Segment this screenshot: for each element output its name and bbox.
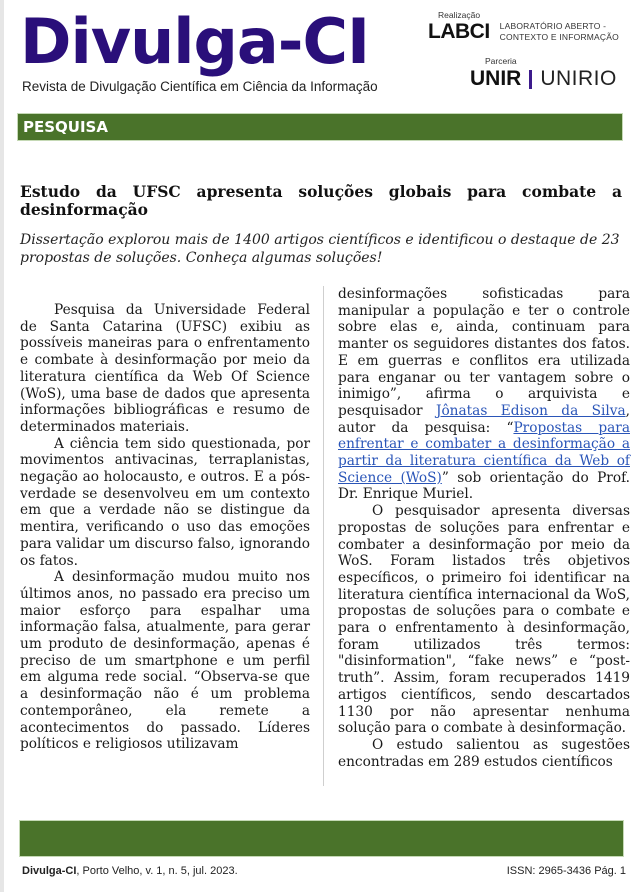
paragraph [338,286,630,503]
thesis-link[interactable]: Propostas para enfrentar e combater a desinformação a partir da literatura científica da Web of Science (WoS) [338,419,630,486]
paragraph-text: desinformações sofisticadas para manipular a população e ter o controle sobre elas e, ainda, continuam para manter os seguidores distantes dos fatos. E em guerras e conflitos era utilizada para enganar ou ter vantagem sobre o inimigo”, afirma o arquivista e pesquisador [338,286,630,419]
credits-block [428,10,633,91]
footer-issn-page: ISSN: 2965-3436 Pág. 1 [506,865,626,877]
footer-citation [22,865,238,877]
partner-unir: UNIR [470,67,522,90]
article-subtitle: Dissertação explorou mais de 1400 artigos científicos e identificou o destaque de 23 propostas de soluções. Conheça algumas soluções! [20,232,620,266]
footer-journal: Divulga-CI [22,865,77,877]
labci-desc-line2: CONTEXTO E INFORMAÇÃO [499,32,619,42]
column-divider [323,286,324,786]
section-label: PESQUISA [23,118,108,136]
paragraph-text: ” sob orientação do Prof. Dr. Enrique Muriel. [338,469,631,503]
article-title: Estudo da UFSC apresenta soluções globais para combate a desinformação [20,182,622,219]
journal-logo: Divulga-CI [20,5,370,78]
author-link[interactable]: Jônatas Edison da Silva [435,402,626,419]
labci-desc-line1: LABORATÓRIO ABERTO - [499,21,607,31]
partner-unirio: UNIRIO [540,67,617,90]
page-edge [0,0,4,892]
article-column-right [338,286,630,770]
paragraph: A ciência tem sido questionada, por movimentos antivacinas, terraplanistas, negação ao holocausto, e outros. E a pós-verdade se desenvolveu em um contexto em que a verdade não se distingue da mentira, verificando o uso das emoções para validar um discurso falso, ignorando os fatos. [20,435,310,569]
realizacao-label: Realização [438,10,481,20]
article-column-left [20,302,310,753]
paragraph: A desinformação mudou muito nos últimos anos, no passado era preciso um maior esforço para espalhar uma informação falsa, atualmente, para gerar um produto de desinformação, apenas é preciso de um smartphone e um perfil em alguma rede social. “Observa-se que a desinformação não é um problema contemporâneo, ela remete a acontecimentos do passado. Líderes políticos e religiosos utilizavam [20,569,310,753]
masthead [20,6,378,94]
partner-separator [529,70,532,89]
labci-name: LABCI [428,20,490,43]
journal-tagline: Revista de Divulgação Científica em Ciência da Informação [22,79,378,94]
paragraph: O pesquisador apresenta diversas propostas de soluções para enfrentar e combater a desinformação por meio da WoS. Foram listados três objetivos específicos, o primeiro foi identificar na literatura científica internacional da WoS, propostas de soluções para o combate e para o enfrentamento à desinformação, foram utilizados três termos: "disinformation", “fake news” e “post-truth”. Assim, foram recuperados 1419 artigos científicos, sendo descartados 1130 por não apresentar nenhuma solução para o combate à desinformação. [338,503,630,737]
footer-citation-text: , Porto Velho, v. 1, n. 5, jul. 2023. [76,865,238,877]
section-banner [17,113,623,141]
footer-bar [19,820,624,857]
paragraph: O estudo salientou as sugestões encontradas em 289 estudos científicos [338,736,630,770]
partner-logos [470,67,633,91]
paragraph: Pesquisa da Universidade Federal de Santa Catarina (UFSC) exibiu as possíveis maneiras para o enfrentamento e combate à desinformação por meio da literatura científica da Web Of Science (WoS), uma base de dados que apresenta informações bibliográficas e resumo de determinados materiais. [20,302,310,435]
labci-logo [428,20,633,44]
parceria-label: Parceria [485,56,517,66]
paragraph-text: , autor da pesquisa: “ [338,402,630,436]
labci-description [500,21,619,43]
